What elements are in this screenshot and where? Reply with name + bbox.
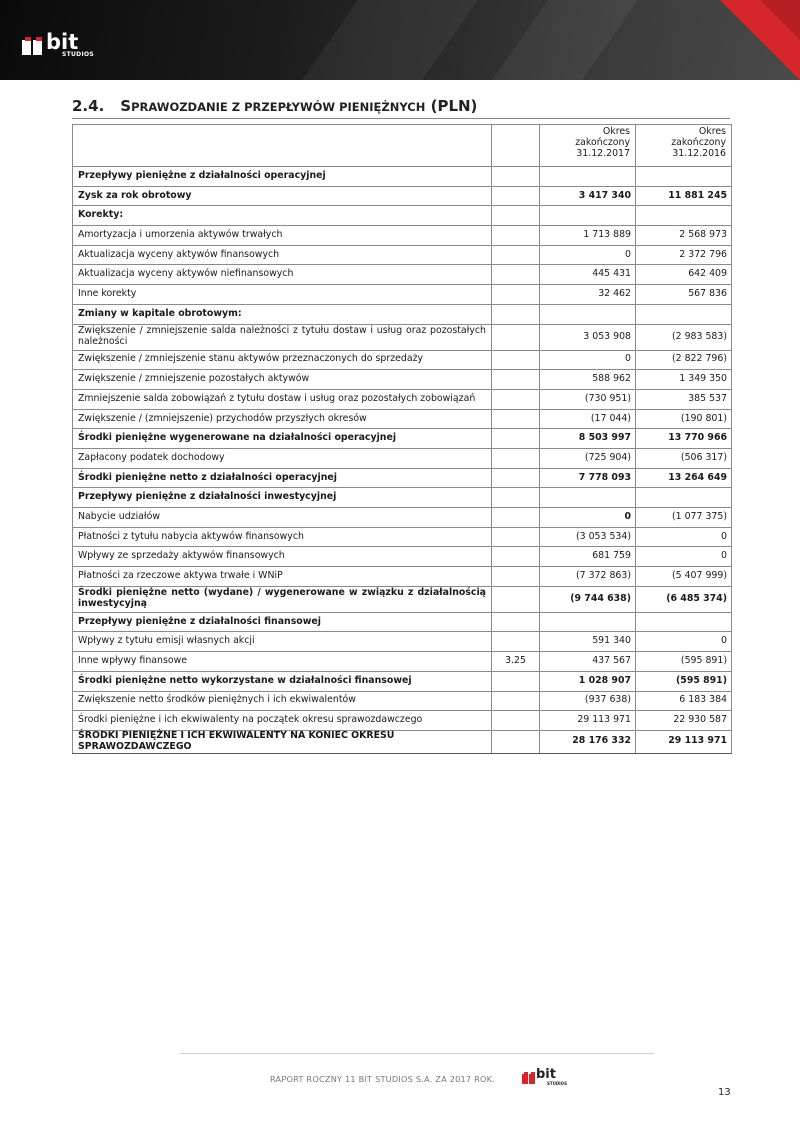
row-value-2017: (17 044) bbox=[540, 409, 636, 429]
row-label: Płatności z tytułu nabycia aktywów finansowych bbox=[73, 527, 492, 547]
row-value-2017: 1 713 889 bbox=[540, 226, 636, 246]
table-row bbox=[73, 612, 732, 632]
row-note bbox=[492, 547, 540, 567]
row-value-2017: 3 417 340 bbox=[540, 186, 636, 206]
table-row bbox=[73, 632, 732, 652]
row-note bbox=[492, 370, 540, 390]
section-underline bbox=[72, 118, 730, 119]
row-value-2016: (190 801) bbox=[636, 409, 732, 429]
header-cell-note bbox=[492, 125, 540, 167]
row-value-2016: (1 077 375) bbox=[636, 508, 732, 528]
row-note bbox=[492, 586, 540, 612]
footer-logo-text: bit bbox=[536, 1067, 556, 1082]
row-label: ŚRODKI PIENIĘŻNE I ICH EKWIWALENTY NA KONIEC OKRESU SPRAWOZDAWCZEGO bbox=[73, 730, 492, 753]
table-row bbox=[73, 304, 732, 324]
row-value-2016: 567 836 bbox=[636, 285, 732, 305]
row-value-2017: 591 340 bbox=[540, 632, 636, 652]
row-value-2017 bbox=[540, 304, 636, 324]
row-value-2016: 29 113 971 bbox=[636, 730, 732, 753]
row-note bbox=[492, 226, 540, 246]
header-cell-2016 bbox=[636, 125, 732, 167]
row-label: Przepływy pieniężne z działalności finansowej bbox=[73, 612, 492, 632]
row-value-2017: 8 503 997 bbox=[540, 429, 636, 449]
table-row bbox=[73, 527, 732, 547]
row-value-2016 bbox=[636, 304, 732, 324]
row-note bbox=[492, 429, 540, 449]
row-value-2016 bbox=[636, 167, 732, 187]
header-2017-line: zakończony bbox=[575, 136, 630, 148]
table-row bbox=[73, 508, 732, 528]
row-label: Aktualizacja wyceny aktywów niefinansowych bbox=[73, 265, 492, 285]
header-2017-line: 31.12.2017 bbox=[576, 147, 630, 159]
row-value-2016: 2 372 796 bbox=[636, 245, 732, 265]
row-label: Zmniejszenie salda zobowiązań z tytułu dostaw i usług oraz pozostałych zobowiązań bbox=[73, 389, 492, 409]
row-note bbox=[492, 691, 540, 711]
row-note bbox=[492, 730, 540, 753]
table-row bbox=[73, 652, 732, 672]
header-2016-line: zakończony bbox=[671, 136, 726, 148]
table-row bbox=[73, 324, 732, 350]
header-banner bbox=[0, 0, 800, 80]
row-label: Aktualizacja wyceny aktywów finansowych bbox=[73, 245, 492, 265]
row-value-2017 bbox=[540, 612, 636, 632]
row-note bbox=[492, 409, 540, 429]
section-title-initial: S bbox=[120, 97, 132, 115]
row-value-2016: 1 349 350 bbox=[636, 370, 732, 390]
row-value-2016: 0 bbox=[636, 547, 732, 567]
table-row bbox=[73, 167, 732, 187]
row-value-2016: 385 537 bbox=[636, 389, 732, 409]
row-note bbox=[492, 527, 540, 547]
header-2016-line: 31.12.2016 bbox=[672, 147, 726, 159]
table-row bbox=[73, 206, 732, 226]
row-value-2017: 1 028 907 bbox=[540, 671, 636, 691]
row-label: Amortyzacja i umorzenia aktywów trwałych bbox=[73, 226, 492, 246]
cash-flow-table bbox=[72, 124, 732, 754]
table-row bbox=[73, 389, 732, 409]
row-label: Środki pieniężne wygenerowane na działalności operacyjnej bbox=[73, 429, 492, 449]
page-number: 13 bbox=[718, 1087, 731, 1098]
row-value-2016: 0 bbox=[636, 527, 732, 547]
row-label: Środki pieniężne i ich ekwiwalenty na początek okresu sprawozdawczego bbox=[73, 711, 492, 731]
row-value-2017: 32 462 bbox=[540, 285, 636, 305]
row-value-2017: 445 431 bbox=[540, 265, 636, 285]
row-label: Inne wpływy finansowe bbox=[73, 652, 492, 672]
row-label: Korekty: bbox=[73, 206, 492, 226]
row-value-2016: (2 822 796) bbox=[636, 350, 732, 370]
row-note bbox=[492, 245, 540, 265]
row-label: Zwiększenie / zmniejszenie pozostałych aktywów bbox=[73, 370, 492, 390]
row-note bbox=[492, 468, 540, 488]
row-label: Przepływy pieniężne z działalności inwestycyjnej bbox=[73, 488, 492, 508]
eleven-logo-icon bbox=[22, 37, 44, 55]
row-label: Zmiany w kapitale obrotowym: bbox=[73, 304, 492, 324]
row-label: Inne korekty bbox=[73, 285, 492, 305]
row-value-2016: 11 881 245 bbox=[636, 186, 732, 206]
table-row bbox=[73, 245, 732, 265]
row-label: Zysk za rok obrotowy bbox=[73, 186, 492, 206]
table-row bbox=[73, 691, 732, 711]
row-label: Zapłacony podatek dochodowy bbox=[73, 448, 492, 468]
row-value-2017: (3 053 534) bbox=[540, 527, 636, 547]
footer-divider bbox=[180, 1053, 654, 1054]
company-logo bbox=[22, 30, 97, 61]
row-label: Środki pieniężne netto wykorzystane w działalności finansowej bbox=[73, 671, 492, 691]
row-value-2017: 0 bbox=[540, 245, 636, 265]
table-row bbox=[73, 429, 732, 449]
row-value-2016: 0 bbox=[636, 632, 732, 652]
row-label: Płatności za rzeczowe aktywa trwałe i WNiP bbox=[73, 567, 492, 587]
cash-flow-table-wrapper bbox=[72, 124, 731, 754]
row-label: Zwiększenie / zmniejszenie stanu aktywów przeznaczonych do sprzedaży bbox=[73, 350, 492, 370]
table-row bbox=[73, 711, 732, 731]
row-value-2016: 2 568 973 bbox=[636, 226, 732, 246]
row-label: Środki pieniężne netto z działalności operacyjnej bbox=[73, 468, 492, 488]
row-value-2016 bbox=[636, 612, 732, 632]
row-value-2017: 0 bbox=[540, 350, 636, 370]
footer-logo-subtext: STUDIOS bbox=[547, 1081, 567, 1086]
row-value-2016: (5 407 999) bbox=[636, 567, 732, 587]
row-value-2016: (6 485 374) bbox=[636, 586, 732, 612]
row-note bbox=[492, 206, 540, 226]
footer-logo bbox=[522, 1069, 572, 1089]
eleven-logo-icon bbox=[522, 1072, 536, 1084]
row-label: Nabycie udziałów bbox=[73, 508, 492, 528]
row-label: Przepływy pieniężne z działalności operacyjnej bbox=[73, 167, 492, 187]
section-title bbox=[72, 97, 477, 115]
table-row bbox=[73, 468, 732, 488]
row-value-2017 bbox=[540, 488, 636, 508]
row-value-2016: (595 891) bbox=[636, 671, 732, 691]
row-note bbox=[492, 488, 540, 508]
row-value-2017: 0 bbox=[540, 508, 636, 528]
row-value-2017 bbox=[540, 167, 636, 187]
row-value-2017: 29 113 971 bbox=[540, 711, 636, 731]
row-note bbox=[492, 350, 540, 370]
row-value-2017: 7 778 093 bbox=[540, 468, 636, 488]
row-note: 3.25 bbox=[492, 652, 540, 672]
row-note bbox=[492, 389, 540, 409]
row-note bbox=[492, 324, 540, 350]
row-value-2017: 437 567 bbox=[540, 652, 636, 672]
row-value-2017: 681 759 bbox=[540, 547, 636, 567]
row-value-2016: 13 770 966 bbox=[636, 429, 732, 449]
section-number: 2.4. bbox=[72, 97, 105, 115]
table-row bbox=[73, 285, 732, 305]
row-note bbox=[492, 671, 540, 691]
row-note bbox=[492, 711, 540, 731]
row-note bbox=[492, 167, 540, 187]
row-value-2016: (506 317) bbox=[636, 448, 732, 468]
row-value-2016 bbox=[636, 488, 732, 508]
section-title-text: PRAWOZDANIE Z PRZEPŁYWÓW PIENIĘŻNYCH bbox=[131, 100, 426, 114]
row-value-2017: (725 904) bbox=[540, 448, 636, 468]
row-value-2017: (937 638) bbox=[540, 691, 636, 711]
table-row bbox=[73, 586, 732, 612]
logo-subtext: STUDIOS bbox=[62, 51, 95, 58]
row-value-2017: (730 951) bbox=[540, 389, 636, 409]
row-label: Wpływy z tytułu emisji własnych akcji bbox=[73, 632, 492, 652]
row-note bbox=[492, 285, 540, 305]
section-title-unit: (PLN) bbox=[430, 97, 478, 115]
row-value-2016: 13 264 649 bbox=[636, 468, 732, 488]
row-note bbox=[492, 612, 540, 632]
row-value-2017: 588 962 bbox=[540, 370, 636, 390]
header-2017-line: Okres bbox=[602, 126, 630, 137]
table-row bbox=[73, 370, 732, 390]
row-value-2016 bbox=[636, 206, 732, 226]
row-value-2017 bbox=[540, 206, 636, 226]
row-value-2017: 28 176 332 bbox=[540, 730, 636, 753]
row-note bbox=[492, 304, 540, 324]
row-label: Zwiększenie / (zmniejszenie) przychodów przyszłych okresów bbox=[73, 409, 492, 429]
row-note bbox=[492, 508, 540, 528]
row-value-2016: 642 409 bbox=[636, 265, 732, 285]
table-row bbox=[73, 186, 732, 206]
row-note bbox=[492, 567, 540, 587]
row-note bbox=[492, 186, 540, 206]
row-value-2016: (2 983 583) bbox=[636, 324, 732, 350]
row-note bbox=[492, 632, 540, 652]
table-row bbox=[73, 730, 732, 753]
footer-report-title: RAPORT ROCZNY 11 BIT STUDIOS S.A. ZA 2017 ROK. bbox=[270, 1074, 496, 1084]
banner-red-corner-shade bbox=[760, 0, 800, 40]
table-row bbox=[73, 409, 732, 429]
header-cell-2017 bbox=[540, 125, 636, 167]
row-value-2017: (7 372 863) bbox=[540, 567, 636, 587]
header-cell-label bbox=[73, 125, 492, 167]
row-label: Zwiększenie netto środków pieniężnych i ich ekwiwalentów bbox=[73, 691, 492, 711]
row-label: Zwiększenie / zmniejszenie salda należności z tytułu dostaw i usług oraz pozostałych należności bbox=[73, 324, 492, 350]
row-value-2016: (595 891) bbox=[636, 652, 732, 672]
table-row bbox=[73, 488, 732, 508]
table-row bbox=[73, 448, 732, 468]
table-row bbox=[73, 350, 732, 370]
row-value-2017: (9 744 638) bbox=[540, 586, 636, 612]
table-row bbox=[73, 567, 732, 587]
row-label: Środki pieniężne netto (wydane) / wygenerowane w związku z działalnością inwestycyjną bbox=[73, 586, 492, 612]
table-row bbox=[73, 547, 732, 567]
table-row bbox=[73, 265, 732, 285]
row-value-2016: 22 930 587 bbox=[636, 711, 732, 731]
row-value-2016: 6 183 384 bbox=[636, 691, 732, 711]
row-label: Wpływy ze sprzedaży aktywów finansowych bbox=[73, 547, 492, 567]
table-row bbox=[73, 671, 732, 691]
table-header-row bbox=[73, 125, 732, 167]
header-2016-line: Okres bbox=[698, 126, 726, 137]
row-value-2017: 3 053 908 bbox=[540, 324, 636, 350]
logo-text: bit bbox=[46, 30, 79, 54]
table-row bbox=[73, 226, 732, 246]
row-note bbox=[492, 265, 540, 285]
row-note bbox=[492, 448, 540, 468]
